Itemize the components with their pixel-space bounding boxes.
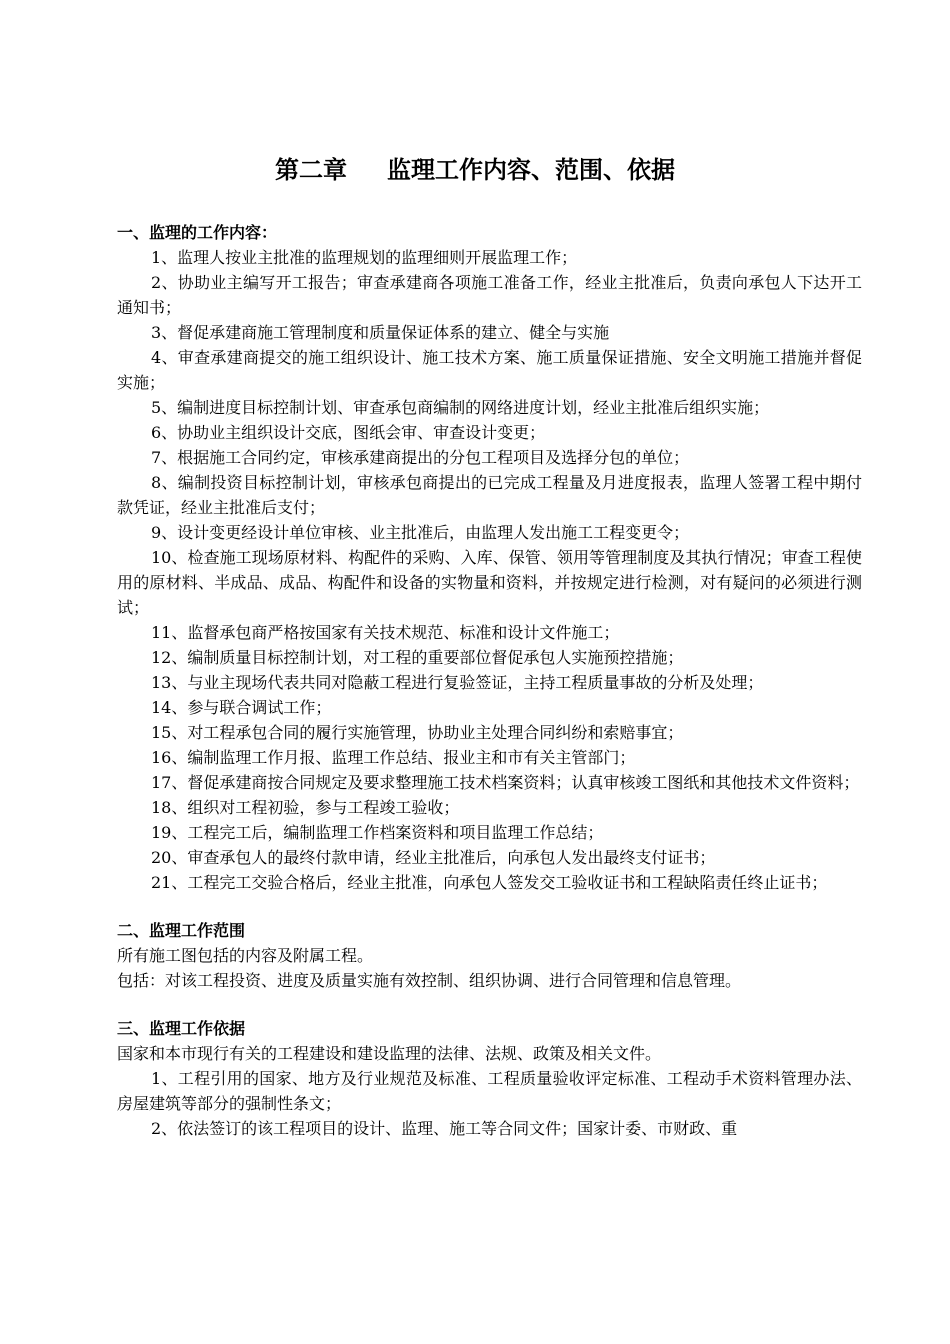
section-heading-work-scope: 二、监理工作范围 <box>117 921 246 940</box>
chapter-title: 监理工作内容、范围、依据 <box>387 156 675 184</box>
section-spacer <box>117 993 862 1016</box>
list-item: 13、与业主现场代表共同对隐蔽工程进行复验签证，主持工程质量事故的分析及处理； <box>151 673 764 692</box>
list-item: 2、协助业主编写开工报告；审查承建商各项施工准备工作，经业主批准后，负责向承包人下达开工通知书； <box>117 273 862 317</box>
list-item: 4、审查承建商提交的施工组织设计、施工技术方案、施工质量保证措施、安全文明施工措施并督促实施； <box>117 348 862 392</box>
list-item: 1、工程引用的国家、地方及行业规范及标准、工程质量验收评定标准、工程动手术资料管理办法、房屋建筑等部分的强制性条文； <box>117 1069 862 1113</box>
scope-line: 所有施工图包括的内容及附属工程。 <box>117 946 374 965</box>
list-item: 2、依法签订的该工程项目的设计、监理、施工等合同文件；国家计委、市财政、重 <box>151 1119 738 1138</box>
list-item: 14、参与联合调试工作； <box>151 698 332 717</box>
list-item: 10、检查施工现场原材料、构配件的采购、入库、保管、领用等管理制度及其执行情况；审查工程使用的原材料、半成品、成品、构配件和设备的实物量和资料，并按规定进行检测，对有疑问的必须进行测试； <box>117 548 862 617</box>
list-item: 8、编制投资目标控制计划，审核承包商提出的已完成工程量及月进度报表，监理人签署工程中期付款凭证，经业主批准后支付； <box>117 473 862 517</box>
section-heading-work-content: 一、监理的工作内容： <box>117 223 278 242</box>
list-item: 20、审查承包人的最终付款申请，经业主批准后，向承包人发出最终支付证书； <box>151 848 716 867</box>
list-item: 1、监理人按业主批准的监理规划的监理细则开展监理工作； <box>151 248 578 267</box>
list-item: 12、编制质量目标控制计划，对工程的重要部位督促承包人实施预控措施； <box>151 648 684 667</box>
section-spacer <box>117 895 862 918</box>
list-item: 15、对工程承包合同的履行实施管理，协助业主处理合同纠纷和索赔事宜； <box>151 723 684 742</box>
page-title <box>0 153 950 187</box>
basis-intro: 国家和本市现行有关的工程建设和建设监理的法律、法规、政策及相关文件。 <box>117 1044 662 1063</box>
chapter-number: 第二章 <box>275 156 347 184</box>
list-item: 6、协助业主组织设计交底，图纸会审、审查设计变更； <box>151 423 546 442</box>
list-item: 9、设计变更经设计单位审核、业主批准后，由监理人发出施工工程变更令； <box>151 523 690 542</box>
list-item: 11、监督承包商严格按国家有关技术规范、标准和设计文件施工； <box>151 623 620 642</box>
list-item: 17、督促承建商按合同规定及要求整理施工技术档案资料；认真审核竣工图纸和其他技术文件资料； <box>151 773 860 792</box>
scope-line: 包括：对该工程投资、进度及质量实施有效控制、组织协调、进行合同管理和信息管理。 <box>117 971 742 990</box>
list-item: 21、工程完工交验合格后，经业主批准，向承包人签发交工验收证书和工程缺陷责任终止证书； <box>151 873 828 892</box>
list-item: 19、工程完工后，编制监理工作档案资料和项目监理工作总结； <box>151 823 604 842</box>
list-item: 5、编制进度目标控制计划、审查承包商编制的网络进度计划，经业主批准后组织实施； <box>151 398 770 417</box>
list-item: 18、组织对工程初验，参与工程竣工验收； <box>151 798 460 817</box>
list-item: 7、根据施工合同约定，审核承建商提出的分包工程项目及选择分包的单位； <box>151 448 690 467</box>
section-heading-work-basis: 三、监理工作依据 <box>117 1019 246 1038</box>
document-body <box>117 220 862 1141</box>
list-item: 16、编制监理工作月报、监理工作总结、报业主和市有关主管部门； <box>151 748 636 767</box>
list-item: 3、督促承建商施工管理制度和质量保证体系的建立、健全与实施 <box>151 323 610 342</box>
